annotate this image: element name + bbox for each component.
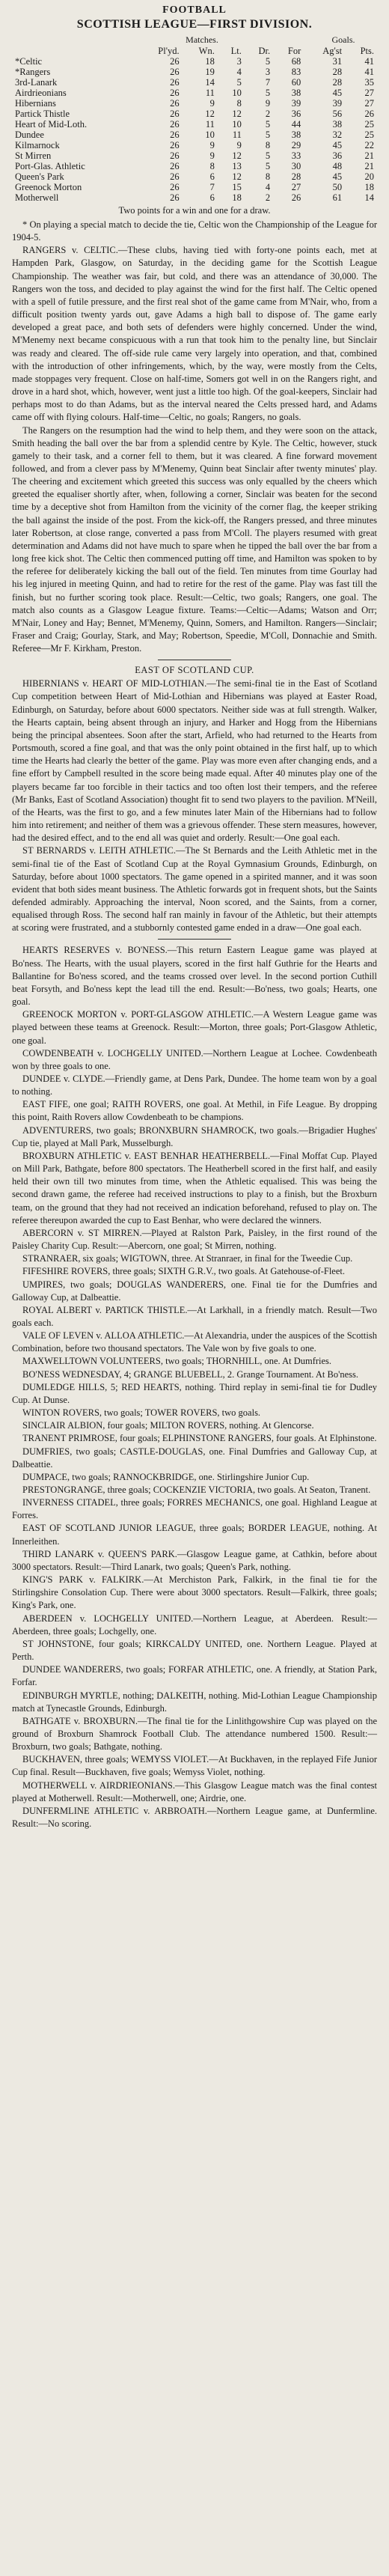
team-name: *Rangers <box>15 67 51 77</box>
stat-cell: 26 <box>291 192 301 203</box>
stat-cell: 6 <box>209 171 215 182</box>
result-item: STRANRAER, six goals; WIGTOWN, three. At Stranraer, in final for the Tweedie Cup. <box>22 1253 353 1264</box>
stat-cell: 12 <box>232 109 242 119</box>
stat-cell: 26 <box>170 67 180 77</box>
stat-cell: 28 <box>332 77 343 88</box>
stat-cell: 45 <box>332 88 343 98</box>
stat-cell: 11 <box>205 119 215 130</box>
stat-cell: 26 <box>170 130 180 140</box>
team-name: Airdrieonians <box>15 88 67 98</box>
result-item: UMPIRES, two goals; DOUGLAS WANDERERS, one. Final tie for the Dumfries and Galloway Cup, at Dalbeattie. <box>12 1279 377 1303</box>
stat-cell: 26 <box>170 77 180 88</box>
table-header-row <box>12 46 377 56</box>
results-list <box>12 944 377 1830</box>
table-row <box>12 119 377 130</box>
result-item: ROYAL ALBERT v. PARTICK THISTLE.—At Larkhall, in a friendly match. Result—Two goals each. <box>12 1304 377 1328</box>
stat-cell: 33 <box>291 150 301 161</box>
divider <box>158 939 231 940</box>
stat-cell: 26 <box>170 119 180 130</box>
stat-cell: 7 <box>209 182 215 192</box>
result-item: ADVENTURERS, two goals; BRONXBURN SHAMROCK, two goals.—Brigadier Hughes' Cup tie, played at Mall Park, Musselburgh. <box>12 1124 377 1148</box>
table-row <box>12 150 377 161</box>
tie-note: * On playing a special match to decide the tie, Celtic won the Championship of the League for 1904-5. <box>12 219 377 243</box>
result-item: ABERDEEN v. LOCHGELLY UNITED.—Northern League, at Aberdeen. Result:—Aberdeen, three goals; Lochgelly, one. <box>12 1613 377 1636</box>
table-row <box>12 130 377 140</box>
team-name: St Mirren <box>15 150 52 161</box>
stat-cell: 26 <box>170 192 180 203</box>
stat-cell: 10 <box>232 119 242 130</box>
section-heading: FOOTBALL <box>162 4 227 16</box>
stat-cell: 7 <box>265 77 271 88</box>
result-item: DUNFERMLINE ATHLETIC v. ARBROATH.—Northern League game, at Dunfermline. Result:—No scoring. <box>12 1805 377 1830</box>
stat-cell: 39 <box>291 98 301 109</box>
stat-cell: 8 <box>265 171 271 182</box>
stat-cell: 18 <box>205 56 215 67</box>
stat-cell: 41 <box>364 56 374 67</box>
team-name: *Celtic <box>15 56 43 67</box>
column-header: Dr. <box>258 46 271 56</box>
result-item: BATHGATE v. BROXBURN.—The final tie for the Linlithgowshire Cup was played on the ground of Broxburn Shamrock Football Club. The attendance numbered 1500. Result:—Broxburn, two goals; Bathgate, nothing. <box>12 1715 377 1753</box>
table-row <box>12 109 377 119</box>
stat-cell: 3 <box>265 67 271 77</box>
result-item: BROXBURN ATHLETIC v. EAST BENHAR HEATHERBELL.—Final Moffat Cup. Played on Mill Park, Bathgate, before 800 spectators. The Heatherbell scored in the first half, and easily held their own till two minutes from time, when the Athletic equalised. This was being the second drawn game, the referee had received instructions to play to a finish, but the Broxburn team, on the ground that they had not received an indication beforehand, refused to play on. The referee thereupon awarded the cup to East Benhar, who were declared the winners. <box>12 1150 377 1225</box>
stat-cell: 5 <box>236 77 242 88</box>
result-item: DUMLEDGE HILLS, 5; RED HEARTS, nothing. Third replay in semi-final tie for Dudley Cup. At Dunse. <box>12 1381 377 1405</box>
match-report: The Rangers on the resumption had the wind to help them, and they were soon on the attack, Smith heading the ball over the bar from a splendid centre by Kyle. The Celtic, however, stuck gamely to their task, and a corner fell to them, but it was cleared. A fine forward movement followed, and from a clever pass by M'Menemy, Quinn beat Sinclair after twenty minutes' play. The cheering and excitement which greeted this success was only equalled by the cheers which greeted the equaliser shortly after, when, following a corner, Sinclair was beaten for the second time by a deceptive shot from Hamilton from the vicinity of the corner flag, the keeper striking the ball against the inside of the post. From the kick-off, the Rangers pressed, and three minutes later Robertson, at close range, converted a pass from M'Coll. The players resumed with great determination and Adams did not have much to spare when he tipped the ball over the bar from a long free kick shot. The Celtic then commenced putting off time, and Hamilton was spoken to by the referee for deliberately kicking the ball out of the field. Ten minutes from time Gourlay had his leg injured in meeting Quinn, and had to retire for the rest of the game. Play was fast till the finish, but no further scoring took place. Result:—Celtic, two goals; Rangers, one goal. The match also counts as a Glasgow League fixture. Teams:—Celtic—Adams; Watson and Orr; M'Nair, Loney and Hay; Bennet, M'Menemy, Quinn, Somers, and Hamilton. Rangers—Sinclair; Fraser and Craig; Gourlay, Stark, and May; Robertson, Speedie, M'Coll, Donnachie and Smith. Referee—Mr F. Kirkham, Preston. <box>12 424 377 654</box>
stat-cell: 21 <box>364 150 374 161</box>
stat-cell: 31 <box>332 56 343 67</box>
stat-cell: 38 <box>291 88 301 98</box>
stat-cell: 20 <box>364 171 374 182</box>
result-item: EAST FIFE, one goal; RAITH ROVERS, one goal. At Methil, in Fife League. By dropping this point, Raith Rovers allow Cowdenbeath to be champions. <box>12 1099 377 1123</box>
stat-cell: 9 <box>209 98 215 109</box>
stat-cell: 9 <box>265 98 271 109</box>
stat-cell: 26 <box>170 150 180 161</box>
result-item: HEARTS RESERVES v. BO'NESS.—This return Eastern League game was played at Bo'ness. The Hearts, with the usual players, scored in the first half Guthrie for the Hearts and Ballantine for Bo'ness scored, and the teams crossed over level. In the second portion Cuthill beat Forsyth, and Bo'ness kept the lead till the end. Result:—Bo'ness, two goals; Hearts, one goal. <box>12 945 377 1008</box>
result-item: KING'S PARK v. FALKIRK.—At Merchiston Park, Falkirk, in the final tie for the Stirlingshire Consolation Cup. There were about 3000 spectators. Result—Falkirk, three goals; King's Park, one. <box>12 1574 377 1611</box>
stat-cell: 45 <box>332 171 343 182</box>
stat-cell: 27 <box>291 182 301 192</box>
stat-cell: 5 <box>265 130 271 140</box>
newspaper-column <box>12 0 377 1830</box>
table-row <box>12 77 377 88</box>
result-item: MOTHERWELL v. AIRDRIEONIANS.—This Glasgow League match was the final contest played at Motherwell. Result:—Motherwell, one; Airdrie, one. <box>12 1779 377 1803</box>
result-item: DUNDEE WANDERERS, two goals; FORFAR ATHLETIC, one. A friendly, at Station Park, Forfar. <box>12 1664 377 1688</box>
result-item: DUMPACE, two goals; RANNOCKBRIDGE, one. Stirlingshire Junior Cup. <box>22 1471 310 1482</box>
stat-cell: 26 <box>170 109 180 119</box>
result-item: DUNDEE v. CLYDE.—Friendly game, at Dens Park, Dundee. The home team won by a goal to nothing. <box>12 1074 377 1097</box>
stat-cell: 12 <box>205 109 215 119</box>
stat-cell: 26 <box>170 161 180 171</box>
stat-cell: 27 <box>364 98 374 109</box>
result-item: ABERCORN v. ST MIRREN.—Played at Ralston Park, Paisley, in the first round of the Paisley Charity Cup. Result:—Abercorn, one goal; St Mirren, nothing. <box>12 1227 377 1252</box>
league-title: SCOTTISH LEAGUE—FIRST DIVISION. <box>76 18 313 31</box>
stat-cell: 39 <box>332 98 343 109</box>
stat-cell: 5 <box>265 150 271 161</box>
team-name: Queen's Park <box>15 171 64 182</box>
team-name: Kilmarnock <box>15 140 60 150</box>
result-item: BUCKHAVEN, three goals; WEMYSS VIOLET.—At Buckhaven, in the replayed Fife Junior Cup final. Result—Buckhaven, five goals; Wemyss Violet, nothing. <box>12 1754 377 1778</box>
result-item: GREENOCK MORTON v. PORT-GLASGOW ATHLETIC.—A Western League game was played between these teams at Greenock. Result:—Morton, three goals; Port-Glasgow Athletic, one goal. <box>12 1009 377 1046</box>
team-name: Hibernians <box>15 98 56 109</box>
stat-cell: 61 <box>332 192 343 203</box>
stat-cell: 30 <box>291 161 301 171</box>
table-row <box>12 56 377 67</box>
result-item: THIRD LANARK v. QUEEN'S PARK.—Glasgow League game, at Cathkin, before about 3000 spectators. Result:—Third Lanark, two goals; Queen's Park, nothing. <box>12 1548 377 1572</box>
stat-cell: 2 <box>265 109 271 119</box>
table-row <box>12 192 377 203</box>
stat-cell: 11 <box>232 130 242 140</box>
stat-cell: 48 <box>332 161 343 171</box>
table-row <box>12 88 377 98</box>
result-item: PRESTONGRANGE, three goals; COCKENZIE VICTORIA, two goals. At Seaton, Tranent. <box>22 1485 371 1495</box>
stat-cell: 5 <box>265 161 271 171</box>
matches-header: Matches. <box>186 34 218 45</box>
result-item: WINTON ROVERS, two goals; TOWER ROVERS, two goals. <box>22 1407 261 1419</box>
column-header: For <box>287 46 301 56</box>
stat-cell: 19 <box>205 67 215 77</box>
column-header: Ag'st <box>322 46 343 56</box>
team-name: Dundee <box>15 130 44 140</box>
stat-cell: 83 <box>291 67 301 77</box>
stat-cell: 28 <box>332 67 343 77</box>
stat-cell: 38 <box>332 119 343 130</box>
stat-cell: 22 <box>364 140 374 150</box>
stat-cell: 36 <box>332 150 343 161</box>
stat-cell: 45 <box>332 140 343 150</box>
stat-cell: 26 <box>170 56 180 67</box>
stat-cell: 26 <box>170 140 180 150</box>
stat-cell: 25 <box>364 130 374 140</box>
column-header: Pts. <box>360 46 374 56</box>
result-item: EAST OF SCOTLAND JUNIOR LEAGUE, three goals; BORDER LEAGUE, nothing. At Innerleithen. <box>12 1523 377 1547</box>
stat-cell: 14 <box>205 77 215 88</box>
table-row <box>12 182 377 192</box>
stat-cell: 12 <box>232 171 242 182</box>
result-item: EDINBURGH MYRTLE, nothing; DALKEITH, nothing. Mid-Lothian League Championship match at Tynecastle Grounds, Edinburgh. <box>12 1690 377 1714</box>
stat-cell: 9 <box>236 140 242 150</box>
stat-cell: 41 <box>364 67 374 77</box>
stat-cell: 8 <box>236 98 242 109</box>
stat-cell: 36 <box>291 109 301 119</box>
league-table <box>12 46 377 203</box>
stat-cell: 8 <box>265 140 271 150</box>
result-item: INVERNESS CITADEL, three goals; FORRES MECHANICS, one goal. Highland League at Forres. <box>12 1497 377 1521</box>
stat-cell: 14 <box>364 192 374 203</box>
stat-cell: 15 <box>232 182 242 192</box>
cup-report: HIBERNIANS v. HEART OF MID-LOTHIAN.—The semi-final tie in the East of Scotland Cup competition between Heart of Mid-Lothian and Hibernians was played at Easter Road, Edinburgh, on Saturday, before about 6000 spectators. Neither side was at full strength. Walker, the Hearts captain, being absent through an injury, and Harker and Hogg from the Hibernians being the principal absentees. Soon after the start, Arfield, who had returned to the Hearts from Portsmouth, scored a fine goal, and that was the only point obtained in the first half, up to which time the Hearts had clearly the better of the game. Play was more even after changing ends, and a fine effort by Campbell resulted in the score being made equal. After 40 minutes play one of the players became far too forcible in their tactics and too often lost their tempers, and the referee (Mr Banks, East of Scotland Association) thought fit to send two players to the pavilion. M'Neill, of the Hearts, was the first to go, and a few minutes later Main of the Hibernians had to follow him into retirement; and neither of them was a grievous offender. These stern measures, however, had the desired effect, and to the end all was quiet and orderly. Result:—One goal each. <box>12 678 377 844</box>
goals-header: Goals. <box>331 34 355 45</box>
stat-cell: 29 <box>291 140 301 150</box>
result-item: BO'NESS WEDNESDAY, 4; GRANGE BLUEBELL, 2. Grange Tournament. At Bo'ness. <box>22 1368 358 1380</box>
stat-cell: 26 <box>170 88 180 98</box>
stat-cell: 25 <box>364 119 374 130</box>
team-name: Greenock Morton <box>15 182 82 192</box>
stat-cell: 9 <box>209 140 215 150</box>
stat-cell: 18 <box>364 182 374 192</box>
stat-cell: 56 <box>332 109 343 119</box>
stat-cell: 6 <box>209 192 215 203</box>
stat-cell: 13 <box>232 161 242 171</box>
result-item: DUMFRIES, two goals; CASTLE-DOUGLAS, one. Final Dumfries and Galloway Cup, at Dalbeattie. <box>12 1446 377 1470</box>
stat-cell: 26 <box>364 109 374 119</box>
stat-cell: 60 <box>291 77 301 88</box>
column-header: Pl'yd. <box>158 46 180 56</box>
stat-cell: 21 <box>364 161 374 171</box>
column-header: Wn. <box>198 46 215 56</box>
result-item: SINCLAIR ALBION, four goals; MILTON ROVERS, nothing. At Glencorse. <box>22 1420 314 1431</box>
stat-cell: 5 <box>265 56 271 67</box>
stat-cell: 10 <box>232 88 242 98</box>
stat-cell: 26 <box>170 182 180 192</box>
stat-cell: 18 <box>232 192 242 203</box>
result-item: TRANENT PRIMROSE, four goals; ELPHINSTONE RANGERS, four goals. At Elphinstone. <box>22 1433 377 1444</box>
match-report: RANGERS v. CELTIC.—These clubs, having tied with forty-one points each, met at Hampden Park, Glasgow, on Saturday, in the deciding game for the Scottish League Championship. The weather was fair, but cold, and there was an attendance of 30,000. The Rangers won the toss, and decided to play against the wind for the first half. The Celtic opened with a spell of futile pressure, and the first real shot of the game came from M'Nair, who, from a difficult position twenty yards out, gave Adams a high ball to dispose of. The game early developed a great pace, and both sets of defenders were highly concerned. Under the wind, M'Menemy next became conspicuous with a run that took him to the penalty line, but Sinclair was ready and cleared. The off-side rule came very largely into operation, and that, combined with the introduction of other infringements, which, by the way, were mostly from the Celts, made stoppages very frequent. Close on half-time, Somers got well in on the Rangers right, and drove in a hard shot, which, however, went just a little too high. Of the goal-keepers, Sinclair had perhaps most to do than Adams, but as the interval neared the Celts pressed hard, and Adams came off with flying colours. Half-time—Celtic, no goals; Rangers, no goals. <box>12 245 377 423</box>
result-item: ST JOHNSTONE, four goals; KIRKCALDY UNITED, one. Northern League. Played at Perth. <box>12 1638 377 1663</box>
stat-cell: 11 <box>205 88 215 98</box>
result-item: COWDENBEATH v. LOCHGELLY UNITED.—Northern League at Lochee. Cowdenbeath won by three goals to one. <box>12 1047 377 1071</box>
table-super-headers <box>12 34 377 46</box>
stat-cell: 50 <box>332 182 343 192</box>
column-header <box>12 46 138 56</box>
table-row <box>12 98 377 109</box>
table-row <box>12 171 377 182</box>
east-cup-heading: EAST OF SCOTLAND CUP. <box>135 665 254 676</box>
table-row <box>12 161 377 171</box>
stat-cell: 68 <box>291 56 301 67</box>
stat-cell: 10 <box>205 130 215 140</box>
stat-cell: 8 <box>209 161 215 171</box>
stat-cell: 5 <box>265 119 271 130</box>
stat-cell: 9 <box>209 150 215 161</box>
column-header: Lt. <box>230 46 242 56</box>
stat-cell: 35 <box>364 77 374 88</box>
stat-cell: 2 <box>265 192 271 203</box>
stat-cell: 28 <box>291 171 301 182</box>
east-cup-reports <box>12 678 377 934</box>
stat-cell: 26 <box>170 171 180 182</box>
team-name: Heart of Mid-Loth. <box>15 119 88 130</box>
team-name: Motherwell <box>15 192 59 203</box>
stat-cell: 27 <box>364 88 374 98</box>
result-item: VALE OF LEVEN v. ALLOA ATHLETIC.—At Alexandria, under the auspices of the Scottish Combination, before two thousand spectators. The Vale won by five goals to one. <box>12 1330 377 1354</box>
result-item: FIFESHIRE ROVERS, three goals; SIXTH G.R.V., two goals. At Gatehouse-of-Fleet. <box>22 1266 345 1277</box>
team-name: Port-Glas. Athletic <box>15 161 85 171</box>
points-note: Two points for a win and one for a draw. <box>118 205 271 216</box>
stat-cell: 4 <box>236 67 242 77</box>
team-name: Partick Thistle <box>15 109 70 119</box>
stat-cell: 12 <box>232 150 242 161</box>
result-item: MAXWELLTOWN VOLUNTEERS, two goals; THORNHILL, one. At Dumfries. <box>22 1356 332 1367</box>
team-name: 3rd-Lanark <box>15 77 58 88</box>
cup-report: ST BERNARDS v. LEITH ATHLETIC.—The St Bernards and the Leith Athletic met in the semi-final tie of the East of Scotland Cup at the Royal Gymnasium Grounds, Edinburgh, on Saturday, before about 1000 spectators. The game opened in a spirited manner, and it was soon evident that both sides meant business. The Athletic forwards got in frequent shots, but the Saints defended admirably. Approaching the interval, Noon scored, and the Saints, from a corner, equalised through Ross. The second half ran mainly in favour of the Athletic, but their attempts at scoring were frustrated, and a stubbornly contested game ended in a draw—One goal each. <box>12 845 377 934</box>
stat-cell: 3 <box>236 56 242 67</box>
stat-cell: 38 <box>291 130 301 140</box>
stat-cell: 44 <box>291 119 301 130</box>
stat-cell: 5 <box>265 88 271 98</box>
stat-cell: 4 <box>265 182 271 192</box>
stat-cell: 26 <box>170 98 180 109</box>
league-table-body <box>12 56 377 203</box>
table-row <box>12 67 377 77</box>
stat-cell: 32 <box>332 130 343 140</box>
table-row <box>12 140 377 150</box>
